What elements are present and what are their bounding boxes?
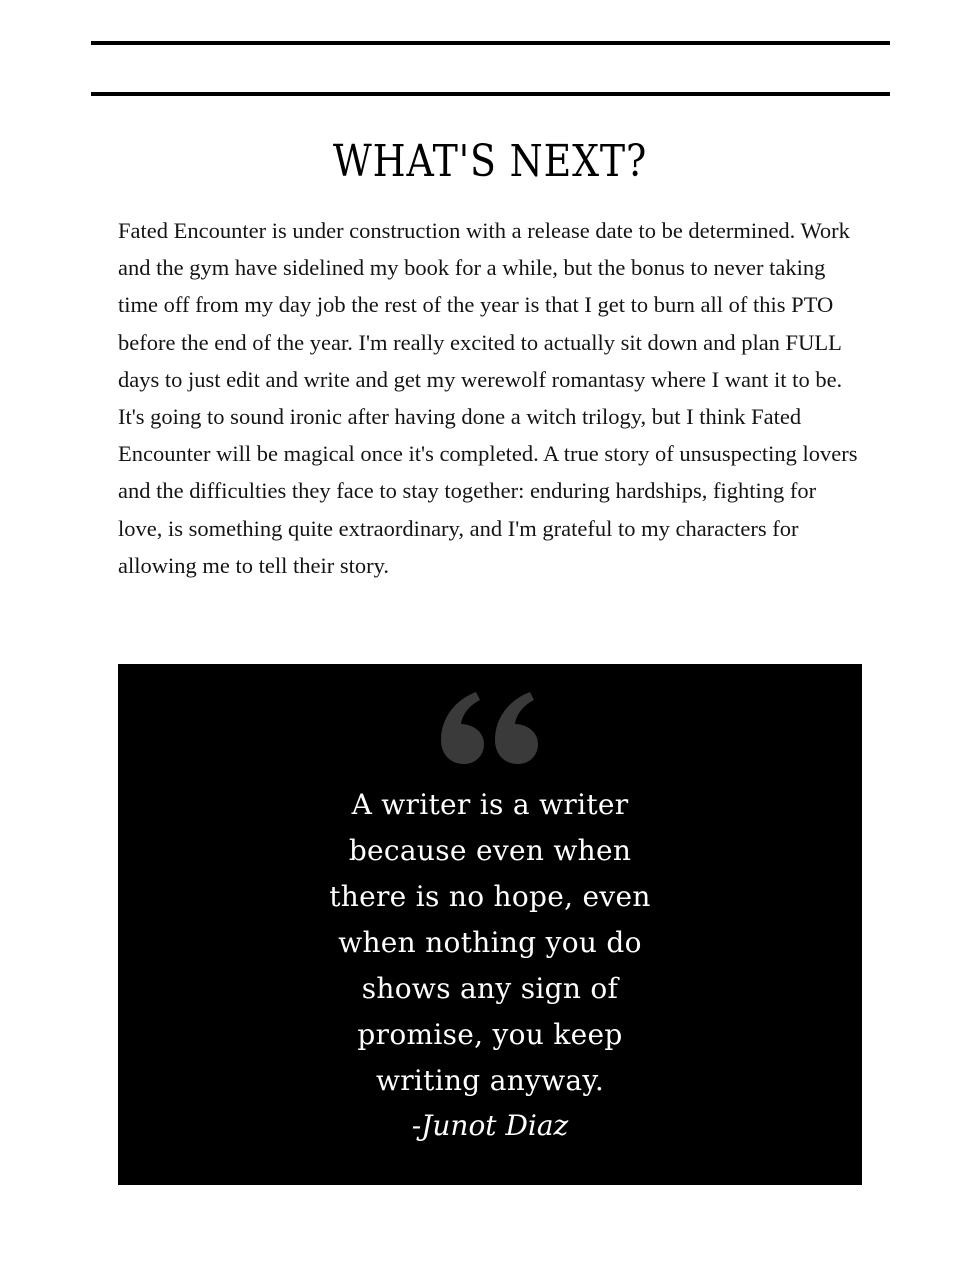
- quote-line: because even when: [348, 834, 632, 867]
- quote-author: -Junot Diaz: [411, 1109, 569, 1142]
- quote-line: there is no hope, even: [329, 880, 651, 913]
- quote-text: [118, 782, 862, 1104]
- body-paragraph: Fated Encounter is under construction with a release date to be determined. Work and the gym have sidelined my book for a while, but the bonus to never taking time off from my day job the rest of the year is that I get to burn all of this PTO before the end of the year. I'm really excited to actually sit down and plan FULL days to just edit and write and get my werewolf romantasy where I want it to be. It's going to sound ironic after having done a witch trilogy, but I think Fated Encounter will be magical once it's completed. A true story of unsuspecting lovers and the difficulties they face to stay together: enduring hardships, fighting for love, is something quite extraordinary, and I'm grateful to my characters for allowing me to tell their story.: [118, 218, 858, 578]
- top-divider: [91, 41, 890, 45]
- quotation-mark-icon: [440, 690, 540, 764]
- quote-line: writing anyway.: [375, 1064, 605, 1097]
- quote-line: when nothing you do: [338, 926, 642, 959]
- quote-line: A writer is a writer: [351, 788, 629, 821]
- quote-line: shows any sign of: [361, 972, 619, 1005]
- second-divider: [91, 92, 890, 96]
- section-heading: WHAT'S NEXT?: [332, 136, 648, 187]
- quote-line: promise, you keep: [357, 1018, 623, 1051]
